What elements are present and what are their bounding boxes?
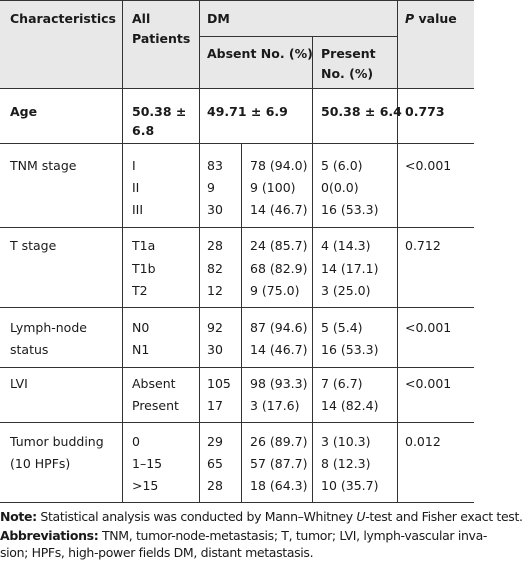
dm-subheader-rule (199, 36, 397, 37)
column-rule-n (241, 143, 242, 502)
tstage-p: 0.712 (405, 238, 441, 253)
age-label: Age (10, 104, 38, 119)
lymph-present: 16 (53.3) (321, 342, 379, 357)
lymph-present: 5 (5.4) (321, 320, 363, 335)
budding-cat: >15 (132, 478, 159, 493)
table-bottom-border (0, 502, 474, 503)
lvi-n: 17 (207, 398, 223, 413)
footnote-abbr-text-b: sion; HPFs, high-power fields DM, distant metastasis. (0, 545, 314, 560)
budding-label-line2: (10 HPFs) (10, 456, 71, 471)
tstage-present: 3 (25.0) (321, 283, 371, 298)
footnote-note-text-a: Statistical analysis was conducted by Mann–Whitney (36, 509, 357, 524)
budding-n: 29 (207, 434, 223, 449)
tnm-absent: 14 (46.7) (250, 202, 308, 217)
tstage-cat: T1a (132, 238, 156, 253)
row-divider-tstage (0, 307, 474, 308)
tnm-present: 16 (53.3) (321, 202, 379, 217)
column-rule-4 (397, 0, 398, 502)
budding-cat: 1–15 (132, 456, 163, 471)
header-absent: Absent No. (%) (207, 46, 313, 61)
budding-present: 3 (10.3) (321, 434, 371, 449)
tstage-n: 12 (207, 283, 223, 298)
tstage-absent: 68 (82.9) (250, 261, 308, 276)
footnote-note-label: Note: (0, 509, 37, 524)
tnm-present: 5 (6.0) (321, 158, 363, 173)
footnote-note-italic: U (356, 509, 366, 524)
row-divider-lymph (0, 367, 474, 368)
lymph-n: 92 (207, 320, 223, 335)
column-rule-1 (122, 0, 123, 502)
tstage-cat: T2 (132, 283, 148, 298)
tnm-cat: I (132, 158, 136, 173)
lvi-label: LVI (10, 376, 28, 391)
tstage-cat: T1b (132, 261, 156, 276)
age-absent: 49.71 ± 6.9 (207, 104, 288, 119)
budding-n: 65 (207, 456, 223, 471)
budding-absent: 57 (87.7) (250, 456, 308, 471)
tnm-cat: III (132, 202, 144, 217)
lvi-present: 14 (82.4) (321, 398, 379, 413)
lvi-cat: Absent (132, 376, 176, 391)
budding-absent: 26 (89.7) (250, 434, 308, 449)
tstage-n: 28 (207, 238, 223, 253)
tstage-label: T stage (10, 238, 57, 253)
age-p: 0.773 (405, 104, 445, 119)
header-bottom-border (0, 88, 474, 89)
tnm-cat: II (132, 180, 140, 195)
lvi-cat: Present (132, 398, 179, 413)
lymph-n: 30 (207, 342, 223, 357)
budding-present: 8 (12.3) (321, 456, 371, 471)
tnm-label: TNM stage (10, 158, 77, 173)
lymph-label-line2: status (10, 342, 49, 357)
lymph-label-line1: Lymph-node (10, 320, 87, 335)
header-present-line1: Present (321, 46, 376, 61)
age-all-line2: 6.8 (132, 123, 155, 138)
tnm-absent: 9 (100) (250, 180, 296, 195)
lvi-present: 7 (6.7) (321, 376, 363, 391)
tnm-n: 83 (207, 158, 223, 173)
lvi-p: <0.001 (405, 376, 452, 391)
age-present: 50.38 ± 6.4 (321, 104, 402, 119)
tstage-present: 14 (17.1) (321, 261, 379, 276)
lvi-n: 105 (207, 376, 231, 391)
footnote-note (0, 507, 523, 527)
row-divider-tnm (0, 227, 474, 228)
tnm-absent: 78 (94.0) (250, 158, 308, 173)
lymph-absent: 87 (94.6) (250, 320, 308, 335)
footnote-abbreviations-cont (0, 543, 313, 563)
lvi-absent: 3 (17.6) (250, 398, 300, 413)
tnm-n: 9 (207, 180, 215, 195)
column-rule-2 (199, 0, 200, 502)
header-characteristics: Characteristics (10, 11, 116, 26)
lymph-cat: N1 (132, 342, 150, 357)
header-p-value (405, 11, 457, 26)
lymph-p: <0.001 (405, 320, 452, 335)
header-present-line2: No. (%) (321, 66, 374, 81)
lvi-absent: 98 (93.3) (250, 376, 308, 391)
budding-absent: 18 (64.3) (250, 478, 308, 493)
age-all-line1: 50.38 ± (132, 104, 187, 119)
tstage-present: 4 (14.3) (321, 238, 371, 253)
tstage-absent: 24 (85.7) (250, 238, 308, 253)
tstage-absent: 9 (75.0) (250, 283, 300, 298)
tstage-n: 82 (207, 261, 223, 276)
header-all-line2: Patients (132, 31, 191, 46)
lymph-absent: 14 (46.7) (250, 342, 308, 357)
footnote-note-text-b: -test and Fisher exact test. (365, 509, 523, 524)
lymph-cat: N0 (132, 320, 150, 335)
budding-cat: 0 (132, 434, 140, 449)
header-all-line1: All (132, 11, 151, 26)
footnote-abbr-text-a: TNM, tumor-node-metastasis; T, tumor; LVI, lymph-vascular inva- (98, 528, 488, 543)
row-divider-age (0, 143, 474, 144)
tnm-n: 30 (207, 202, 223, 217)
header-dm: DM (207, 11, 230, 26)
footnote-abbr-label: Abbreviations: (0, 528, 99, 543)
table-top-border (0, 0, 474, 1)
column-rule-3 (312, 36, 313, 502)
budding-n: 28 (207, 478, 223, 493)
budding-label-line1: Tumor budding (10, 434, 104, 449)
header-p-rest: value (414, 11, 457, 26)
budding-p: 0.012 (405, 434, 441, 449)
budding-present: 10 (35.7) (321, 478, 379, 493)
row-divider-lvi (0, 422, 474, 423)
header-p-italic: P (405, 11, 415, 26)
tnm-p: <0.001 (405, 158, 452, 173)
tnm-present: 0(0.0) (321, 180, 359, 195)
